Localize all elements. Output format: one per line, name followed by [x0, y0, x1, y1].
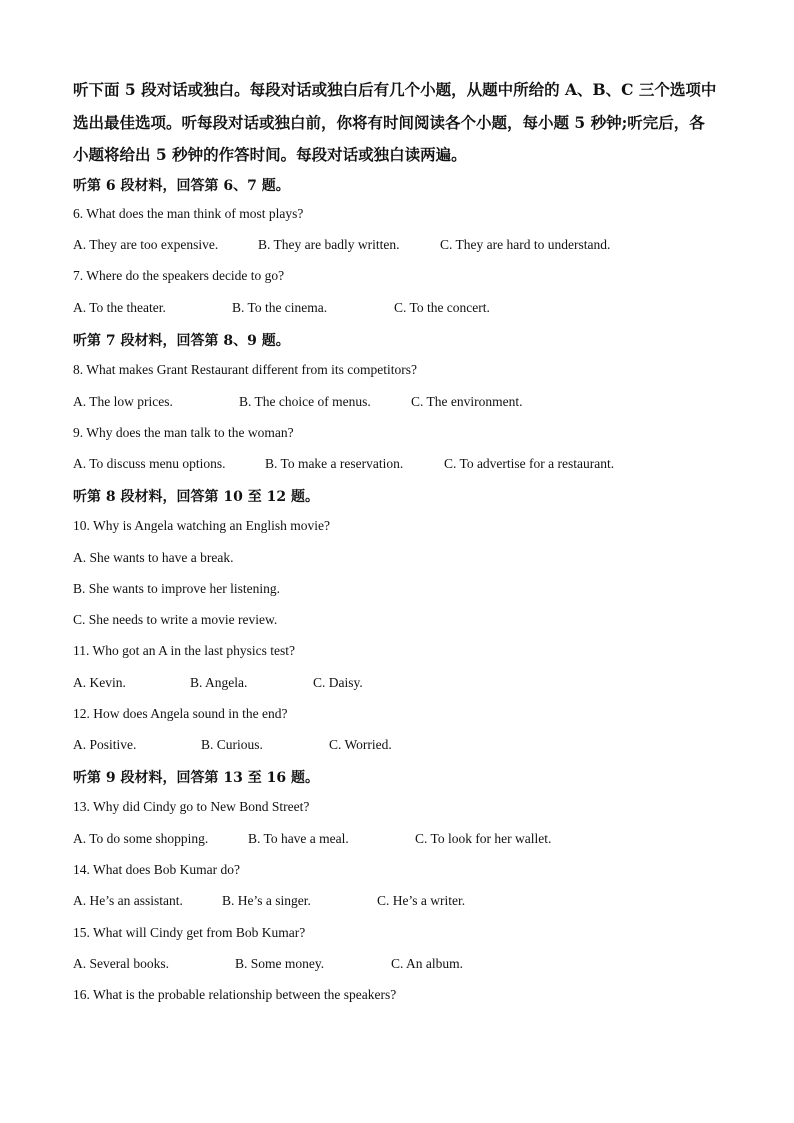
option-c: C. The environment.	[411, 394, 523, 409]
option-a: A. The low prices.	[73, 394, 173, 409]
option-b: B. To have a meal.	[248, 831, 349, 846]
option-a: A. To do some shopping.	[73, 831, 209, 846]
section-heading: 听第 7 段材料，回答第 8、9 题。	[73, 333, 290, 349]
option-c: C. To advertise for a restaurant.	[444, 456, 615, 471]
option-c: C. She needs to write a movie review.	[73, 612, 278, 627]
option-b: B. They are badly written.	[258, 237, 400, 252]
option-a: A. She wants to have a break.	[73, 550, 234, 565]
question-14: 14. What does Bob Kumar do?	[73, 862, 240, 877]
option-b: B. To the cinema.	[232, 300, 328, 315]
option-a: A. He’s an assistant.	[73, 893, 183, 908]
question-16: 16. What is the probable relationship between the speakers?	[73, 987, 397, 1002]
question-15: 15. What will Cindy get from Bob Kumar?	[73, 925, 306, 940]
option-c: C. Worried.	[329, 737, 392, 752]
option-a: A. To discuss menu options.	[73, 456, 226, 471]
question-10: 10. Why is Angela watching an English movie?	[73, 518, 330, 533]
section-heading: 听第 9 段材料，回答第 13 至 16 题。	[73, 770, 319, 786]
option-b: B. He’s a singer.	[222, 893, 311, 908]
question-13: 13. Why did Cindy go to New Bond Street?	[73, 799, 310, 814]
intro-line-1: 听下面 5 段对话或独白。每段对话或独白后有几个小题，从题中所给的 A、B、C 三个选项中	[73, 80, 717, 99]
option-b: B. She wants to improve her listening.	[73, 581, 280, 596]
option-a: A. Several books.	[73, 956, 169, 971]
option-b: B. To make a reservation.	[265, 456, 404, 471]
option-c: C. An album.	[391, 956, 464, 971]
question-11: 11. Who got an A in the last physics test?	[73, 643, 295, 658]
section-heading: 听第 6 段材料，回答第 6、7 题。	[73, 178, 290, 194]
question-9: 9. Why does the man talk to the woman?	[73, 425, 294, 440]
option-c: C. They are hard to understand.	[440, 237, 611, 252]
option-c: C. To look for her wallet.	[415, 831, 552, 846]
option-a: A. To the theater.	[73, 300, 166, 315]
option-a: A. Positive.	[73, 737, 137, 752]
intro-line-3: 小题将给出 5 秒钟的作答时间。每段对话或独白读两遍。	[73, 145, 467, 164]
question-8: 8. What makes Grant Restaurant different from its competitors?	[73, 362, 418, 377]
option-a: A. Kevin.	[73, 675, 126, 690]
option-c: C. To the concert.	[394, 300, 490, 315]
intro-line-2: 选出最佳选项。听每段对话或独白前，你将有时间阅读各个小题，每小题 5 秒钟;听完后，各	[73, 113, 705, 132]
question-7: 7. Where do the speakers decide to go?	[73, 268, 285, 283]
option-b: B. The choice of menus.	[239, 394, 371, 409]
option-a: A. They are too expensive.	[73, 237, 219, 252]
option-b: B. Curious.	[201, 737, 263, 752]
question-12: 12. How does Angela sound in the end?	[73, 706, 288, 721]
section-heading: 听第 8 段材料，回答第 10 至 12 题。	[73, 489, 319, 505]
option-c: C. He’s a writer.	[377, 893, 466, 908]
option-c: C. Daisy.	[313, 675, 363, 690]
option-b: B. Angela.	[190, 675, 248, 690]
option-b: B. Some money.	[235, 956, 325, 971]
question-6: 6. What does the man think of most plays?	[73, 206, 304, 221]
